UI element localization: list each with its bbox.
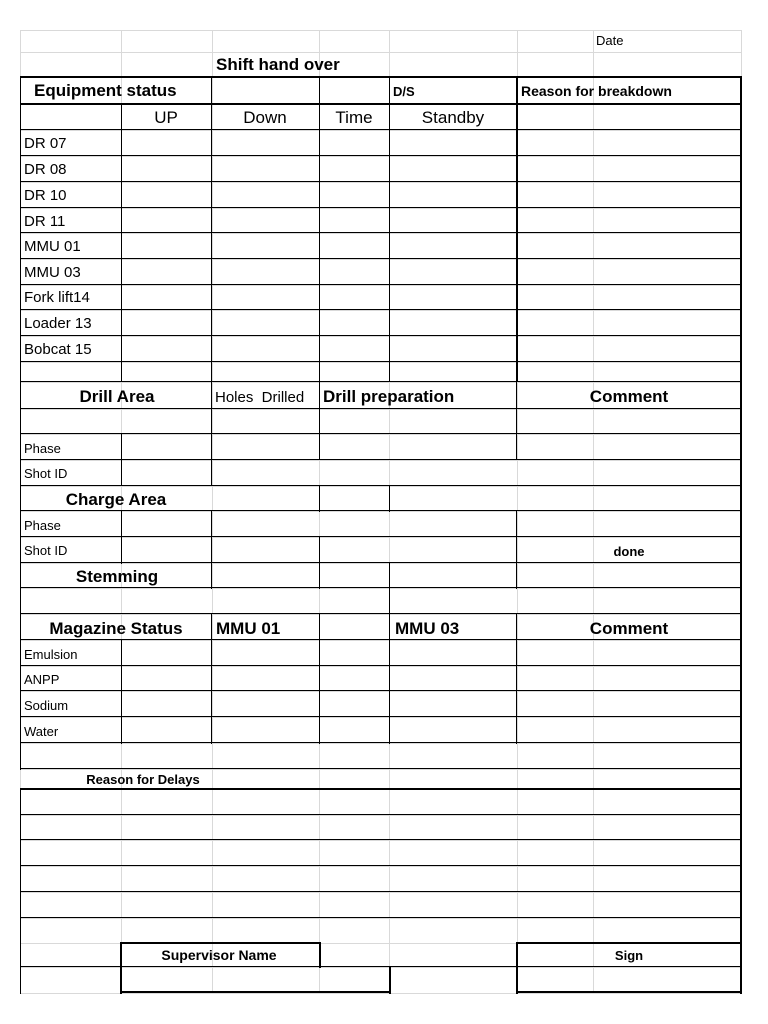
cell-border	[121, 103, 122, 381]
grid-line	[20, 993, 742, 994]
grid-line	[20, 130, 742, 131]
equipment-item: DR 11	[24, 213, 66, 230]
grid-line	[20, 409, 742, 410]
cell-border	[20, 562, 742, 563]
grid-line	[20, 537, 742, 538]
cell-border	[20, 814, 742, 815]
grid-line	[20, 30, 742, 31]
equipment-item: Fork lift14	[24, 289, 90, 306]
cell-border	[211, 511, 212, 564]
cell-border	[20, 891, 742, 892]
cell-border	[20, 129, 742, 130]
grid-line	[20, 892, 742, 893]
col-time-header: Time	[335, 108, 373, 127]
cell-border	[20, 536, 742, 537]
cell-border	[516, 381, 517, 460]
cell-border	[120, 942, 122, 994]
grid-line	[20, 362, 742, 363]
cell-border	[20, 613, 742, 614]
cell-border	[319, 537, 320, 564]
drill-area-heading: Drill Area	[79, 387, 155, 406]
cell-border	[389, 76, 390, 381]
cell-border	[389, 563, 390, 589]
col-standby-header: Standby	[421, 108, 485, 127]
cell-border	[516, 76, 518, 381]
grid-line	[20, 259, 742, 260]
cell-border	[20, 716, 742, 717]
cell-border	[20, 768, 742, 769]
reason-for-delays-label: Reason for Delays	[86, 772, 200, 787]
magazine-comment-label: Comment	[589, 619, 669, 638]
grid-line	[20, 460, 742, 461]
cell-border	[211, 434, 212, 486]
cell-border	[20, 284, 742, 285]
equipment-item: Bobcat 15	[24, 341, 92, 358]
cell-border	[20, 103, 742, 105]
cell-border	[121, 511, 122, 564]
grid-line	[593, 30, 594, 994]
stemming-heading: Stemming	[75, 567, 159, 586]
drill-phase-label: Phase	[24, 441, 61, 456]
cell-border	[20, 789, 21, 968]
grid-line	[20, 285, 742, 286]
magazine-mmu01-label: MMU 01	[216, 619, 281, 638]
equipment-item: DR 10	[24, 187, 67, 204]
drill-preparation-label: Drill preparation	[323, 387, 455, 406]
cell-border	[319, 381, 320, 460]
grid-line	[20, 382, 742, 383]
supervisor-name-label: Supervisor Name	[161, 947, 277, 963]
grid-line	[20, 336, 742, 337]
grid-line	[20, 918, 742, 919]
cell-border	[319, 485, 320, 512]
drill-comment-label: Comment	[589, 387, 669, 406]
form-title: Shift hand over	[216, 55, 340, 74]
magazine-mmu03-label: MMU 03	[395, 619, 460, 638]
cell-border	[319, 76, 320, 381]
cell-border	[20, 966, 742, 967]
equipment-item: MMU 01	[24, 238, 81, 255]
cell-border	[20, 408, 742, 409]
cell-border	[516, 942, 518, 994]
cell-border	[20, 335, 742, 336]
cell-border	[120, 942, 321, 944]
grid-line	[20, 691, 742, 692]
grid-line	[20, 640, 742, 641]
cell-border	[20, 361, 742, 362]
grid-line	[20, 614, 742, 615]
cell-border	[389, 588, 390, 615]
cell-border	[516, 511, 517, 564]
grid-line	[20, 967, 742, 968]
grid-line	[20, 815, 742, 816]
charge-area-heading: Charge Area	[65, 490, 167, 509]
cell-border	[20, 76, 742, 78]
grid-line	[20, 434, 742, 435]
grid-line	[20, 563, 742, 564]
cell-border	[20, 232, 742, 233]
reason-for-breakdown-label: Reason for breakdown	[521, 83, 672, 99]
sign-label: Sign	[614, 948, 644, 963]
cell-border	[20, 155, 742, 156]
cell-border	[516, 942, 742, 944]
magazine-item: Emulsion	[24, 647, 78, 662]
cell-border	[740, 789, 742, 994]
grid-line	[20, 666, 742, 667]
cell-border	[740, 76, 742, 790]
grid-line	[20, 156, 742, 157]
col-down-header: Down	[243, 108, 287, 127]
cell-border	[20, 587, 742, 588]
grid-line	[20, 52, 742, 53]
cell-border	[20, 485, 742, 486]
magazine-item: ANPP	[24, 672, 60, 687]
cell-border	[20, 181, 742, 182]
grid-line	[20, 310, 742, 311]
grid-line	[20, 233, 742, 234]
cell-border	[20, 381, 742, 382]
cell-border	[20, 309, 742, 310]
holes-drilled-label: Holes Drilled	[215, 389, 305, 406]
grid-line	[20, 486, 742, 487]
col-up-header: UP	[154, 108, 178, 127]
cell-border	[20, 788, 742, 790]
cell-border	[121, 639, 122, 744]
cell-border	[389, 966, 391, 994]
cell-border	[516, 563, 517, 589]
ds-label: D/S	[393, 84, 415, 99]
charge-done-text: done	[613, 544, 645, 559]
equipment-item: MMU 03	[24, 264, 81, 281]
cell-border	[389, 485, 390, 512]
grid-line	[20, 588, 742, 589]
cell-border	[20, 917, 742, 918]
cell-border	[120, 991, 391, 993]
cell-border	[20, 510, 742, 511]
cell-border	[121, 434, 122, 486]
cell-border	[20, 839, 742, 840]
cell-border	[20, 865, 742, 866]
equipment-status-heading: Equipment status	[34, 81, 177, 100]
charge-phase-label: Phase	[24, 518, 61, 533]
charge-shot-id-label: Shot ID	[24, 543, 68, 558]
drill-shot-id-label: Shot ID	[24, 466, 68, 481]
cell-border	[211, 614, 212, 744]
cell-border	[20, 459, 742, 460]
grid-line	[212, 30, 213, 994]
cell-border	[20, 433, 742, 434]
cell-border	[20, 742, 742, 743]
grid-line	[20, 769, 742, 770]
cell-border	[20, 76, 21, 770]
cell-border	[516, 614, 517, 744]
cell-border	[20, 665, 742, 666]
cell-border	[20, 207, 742, 208]
grid-line	[20, 866, 742, 867]
cell-border	[389, 614, 390, 744]
cell-border	[319, 942, 321, 968]
cell-border	[20, 690, 742, 691]
magazine-status-heading: Magazine Status	[49, 619, 183, 638]
cell-border	[20, 258, 742, 259]
equipment-item: DR 07	[24, 135, 67, 152]
date-label: Date	[596, 33, 624, 48]
cell-border	[516, 991, 742, 993]
cell-border	[211, 563, 212, 589]
equipment-item: Loader 13	[24, 315, 92, 332]
grid-line	[20, 743, 742, 744]
grid-line	[20, 717, 742, 718]
cell-border	[319, 563, 320, 589]
equipment-item: DR 08	[24, 161, 67, 178]
grid-line	[20, 840, 742, 841]
magazine-item: Water	[24, 724, 59, 739]
cell-border	[319, 614, 320, 744]
cell-border	[20, 639, 742, 640]
cell-border	[20, 966, 21, 994]
grid-line	[20, 182, 742, 183]
grid-line	[20, 208, 742, 209]
cell-border	[211, 76, 212, 381]
magazine-item: Sodium	[24, 698, 69, 713]
grid-line	[20, 511, 742, 512]
